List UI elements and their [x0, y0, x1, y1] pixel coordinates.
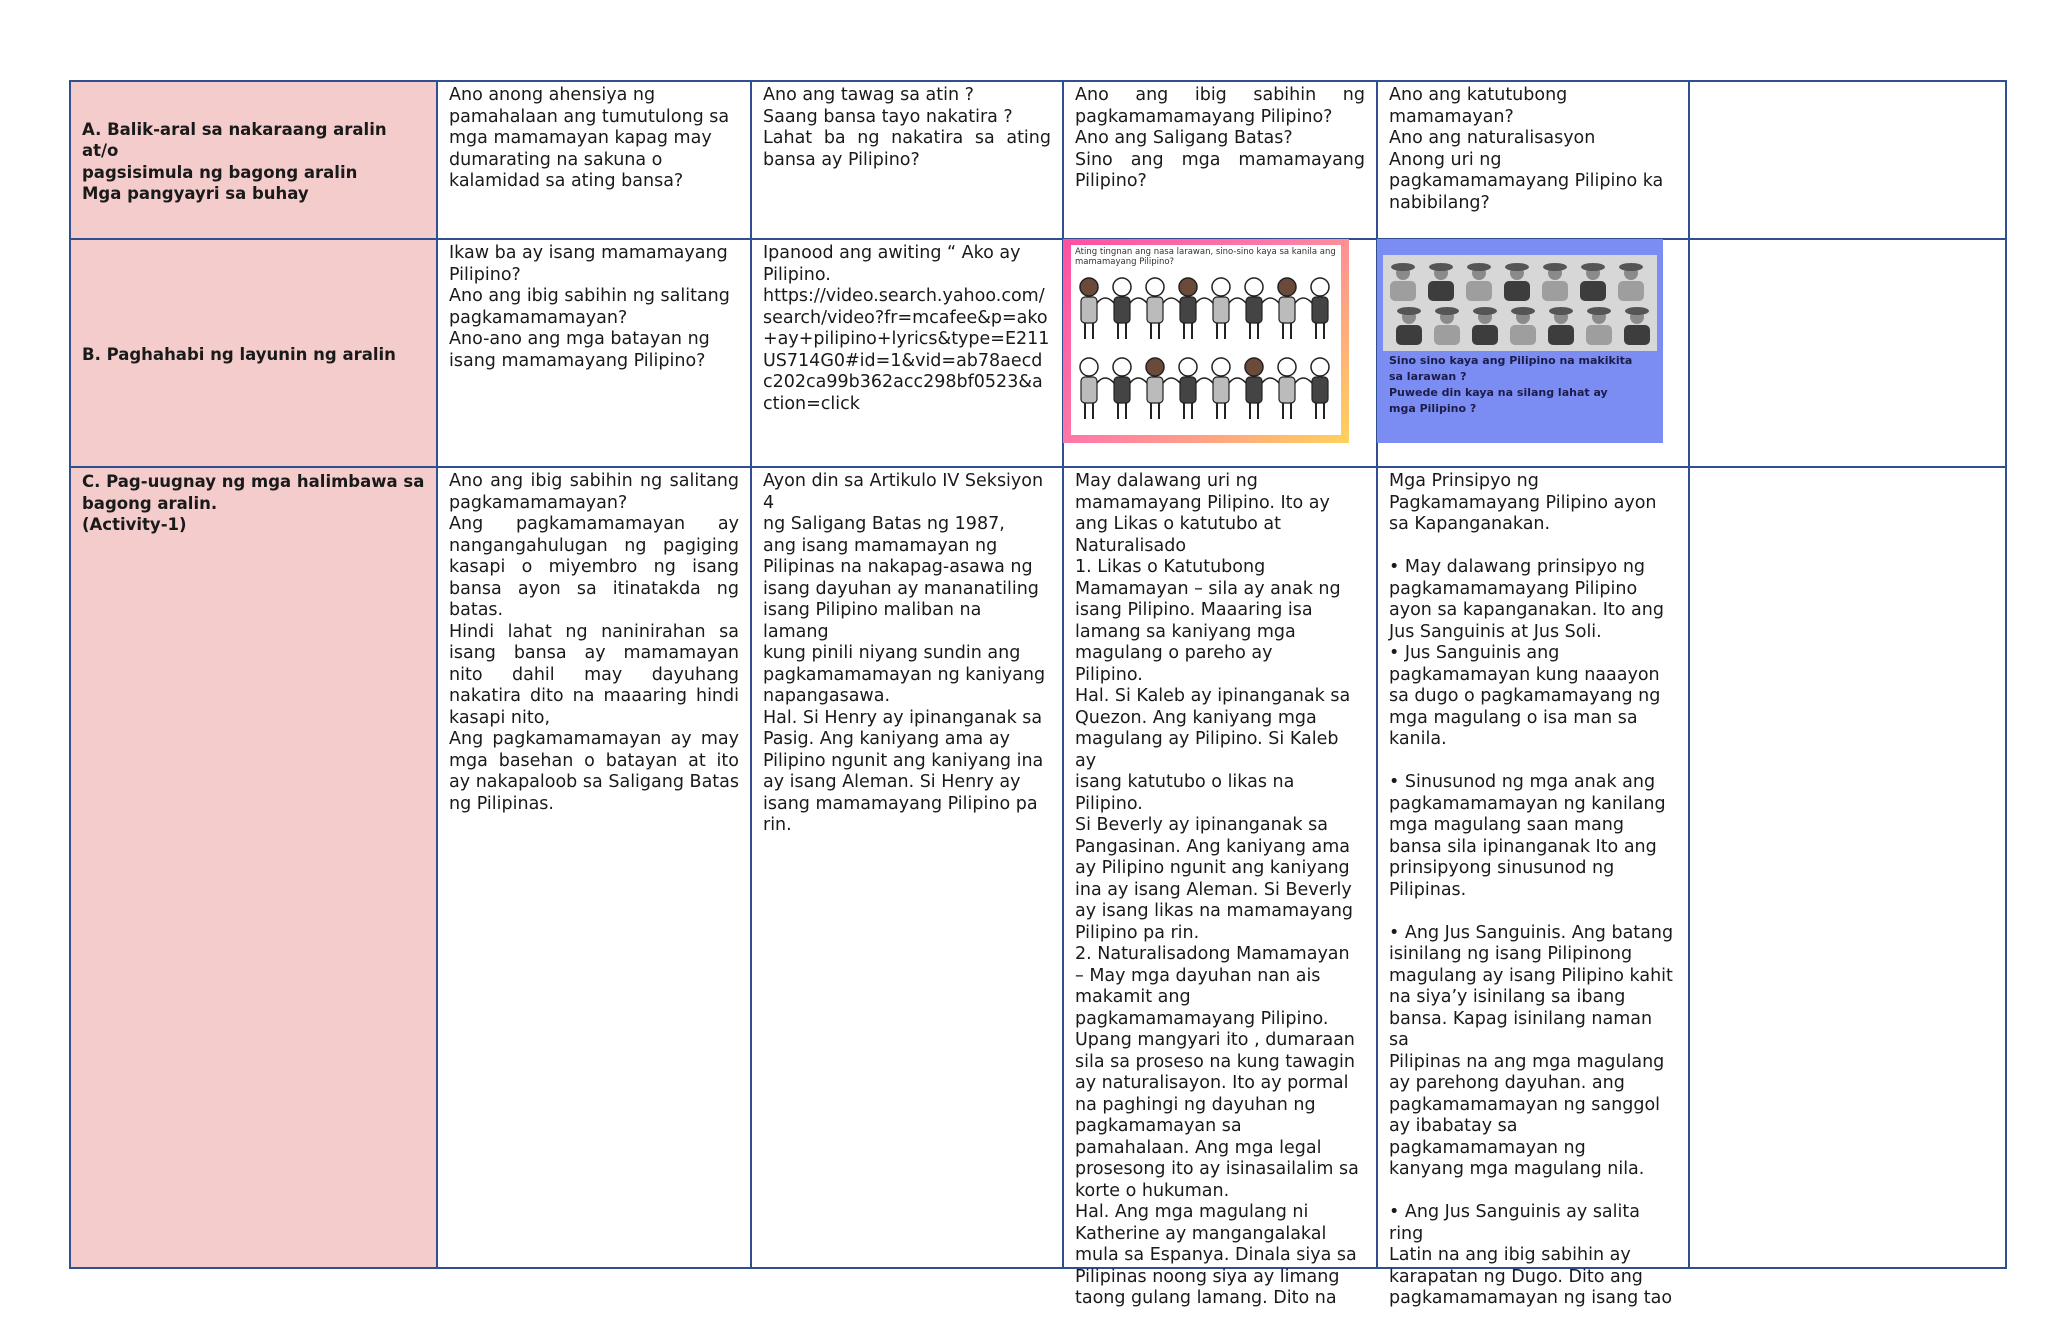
text-line: • Jus Sanguinis ang — [1389, 643, 1560, 663]
text-line: kalamidad sa ating bansa? — [449, 171, 684, 191]
text-line: Hal. Si Kaleb ay ipinanganak sa — [1075, 686, 1351, 706]
text-line: bansa sila ipinanganak Ito ang — [1389, 836, 1657, 857]
child-figure — [1278, 278, 1312, 339]
text-line: napangasawa. — [763, 686, 891, 706]
text-line: mamamayang Pilipino. Ito ay — [1075, 492, 1330, 513]
text-line: – May mga dayuhan nan ais — [1075, 965, 1321, 986]
text-line: ay isang Aleman. Si Henry ay — [763, 772, 1021, 792]
text-line: Jus Sanguinis at Jus Soli. — [1389, 621, 1602, 642]
children-illustration — [1071, 245, 1341, 435]
table-cell — [1063, 467, 1377, 1308]
text-line: dumarating na sakuna o — [449, 149, 663, 170]
child-figure — [1245, 278, 1279, 339]
text-line: pagkamamayan kung naaayon — [1389, 664, 1660, 685]
text-line: Ayon din sa Artikulo IV Seksiyon 4 — [763, 471, 1044, 513]
text-line: sa Kapanganakan. — [1389, 514, 1551, 534]
text-line: Ano ang ibig sabihin ng pagkamamamayang Pilipino? — [1075, 85, 1365, 127]
table-cell — [751, 239, 1063, 467]
text-line: ang Likas o katutubo at — [1075, 514, 1282, 534]
text-line: Pilipinas na ang mga magulang — [1389, 1051, 1665, 1072]
person-figure — [1466, 263, 1492, 301]
children-holding-hands-image — [1063, 239, 1349, 443]
table-cell — [1377, 81, 1689, 239]
text-line: magulang ay isang Pilipino kahit — [1389, 965, 1673, 986]
text-line: Pilipinas na nakapag-asawa ng — [763, 557, 1033, 577]
text-line: ng Saligang Batas ng 1987, — [763, 514, 1005, 534]
text-line: korte o hukuman. — [1075, 1180, 1230, 1201]
text-line: na siya’y isinilang sa ibang — [1389, 987, 1626, 1007]
caption-line: sa larawan ? — [1389, 370, 1467, 383]
text-line: Hal. Ang mga magulang ni — [1075, 1202, 1309, 1222]
caption-line: Sino sino kaya ang Pilipino na makikita — [1389, 354, 1633, 367]
child-figure — [1146, 278, 1180, 339]
child-figure — [1179, 358, 1213, 419]
paragraph: Hindi lahat ng naninirahan sa isang bansa ay mamamayan nito dahil may dayuhang nakatira dito na maaaring hindi kasapi nito, — [449, 621, 739, 728]
text-line: Anong uri ng — [1389, 149, 1502, 170]
people-illustration — [1383, 255, 1657, 351]
text-line: makamit ang — [1075, 987, 1191, 1007]
person-figure — [1504, 263, 1530, 301]
text-line: isang katutubo o likas na Pilipino. — [1075, 772, 1295, 814]
text-line: mula sa Espanya. Dinala siya sa — [1075, 1245, 1357, 1265]
row-label-line: Mga pangyayri sa buhay — [82, 184, 309, 203]
video-instruction: Ipanood ang awiting “ Ako ay Pilipino. — [763, 243, 1021, 285]
text-line: Ano ang katutubong — [1389, 85, 1568, 105]
text-line: isang mamamayang Pilipino pa — [763, 793, 1038, 814]
row-label-line: A. Balik-aral sa nakaraang aralin at/o — [82, 119, 387, 160]
text-line: Latin na ang ibig sabihin ay — [1389, 1245, 1631, 1265]
text-line: pagkamamamayan ng kaniyang — [763, 664, 1046, 685]
text-line: Ano-ano ang mga batayan ng — [449, 329, 710, 349]
text-line: Quezon. Ang kaniyang mga — [1075, 707, 1317, 728]
text-line: ayon sa kapanganakan. Ito ang — [1389, 600, 1664, 620]
text-line: Mamamayan – sila ay anak ng — [1075, 578, 1341, 599]
text-line: Lahat ba ng nakatira sa ating bansa ay Pilipino? — [763, 128, 1051, 170]
text-line: Pasig. Ang kaniyang ama ay — [763, 729, 1010, 749]
table-cell — [437, 81, 751, 239]
child-figure — [1212, 358, 1246, 419]
text-line: pagkamamamayan ng kanilang — [1389, 793, 1666, 814]
text-line: ay parehong dayuhan. ang — [1389, 1073, 1625, 1093]
text-line: 1. Likas o Katutubong — [1075, 557, 1266, 577]
text-line: kanila. — [1389, 729, 1447, 749]
text-line: 2. Naturalisadong Mamamayan — [1075, 944, 1350, 964]
text-line: sa dugo o pagkamamayang ng — [1389, 686, 1661, 706]
row-label-line: pagsisimula ng bagong aralin — [82, 162, 358, 182]
table-cell-empty — [1689, 239, 2006, 467]
text-line: Ikaw ba ay isang mamamayang — [449, 243, 728, 263]
text-line: Pilipinas noong siya ay limang — [1075, 1266, 1340, 1287]
text-line — [1389, 901, 1677, 923]
text-line: Pilipino? — [449, 264, 521, 285]
text-line: mga magulang o isa man sa — [1389, 707, 1638, 728]
text-line: May dalawang uri ng — [1075, 471, 1258, 491]
group-photo — [1383, 255, 1657, 351]
table-cell — [751, 467, 1063, 1268]
table-row-b — [70, 239, 2006, 467]
text-line: Ano ang ibig sabihin ng salitang — [449, 286, 730, 306]
text-line: taong gulang lamang. Dito na — [1075, 1288, 1337, 1308]
text-line — [1389, 1181, 1677, 1203]
text-line: pagkamamamayan ng isang tao — [1389, 1288, 1673, 1308]
table-cell — [437, 239, 751, 467]
child-figure — [1080, 278, 1114, 339]
child-figure — [1245, 358, 1279, 419]
text-line: prinsipyong sinusunod ng — [1389, 858, 1615, 878]
row-label — [70, 81, 437, 239]
caption-line: Puwede din kaya na silang lahat ay — [1389, 386, 1608, 399]
paragraph: Ang pagkamamamayan ay nangangahulugan ng pagiging kasapi o miyembro ng isang bansa ayon sa itinatakda ng batas. — [449, 514, 739, 620]
text-line: • May dalawang prinsipyo ng — [1389, 557, 1646, 577]
text-line: • Sinusunod ng mga anak ang — [1389, 772, 1656, 792]
table-row-a — [70, 81, 2006, 239]
image-caption — [1389, 353, 1653, 417]
text-line: ay isang likas na mamamayang — [1075, 901, 1354, 921]
text-line: Ano ang tawag sa atin ? — [763, 85, 974, 105]
text-line — [1389, 536, 1677, 558]
child-figure — [1080, 358, 1114, 419]
child-figure — [1278, 358, 1312, 419]
table-cell-image — [1377, 239, 1689, 467]
table-cell — [1063, 81, 1377, 239]
table-cell-empty — [1689, 81, 2006, 239]
text-line — [1389, 751, 1677, 773]
text-line: • Ang Jus Sanguinis. Ang batang — [1389, 922, 1674, 943]
child-figure — [1311, 278, 1329, 339]
person-figure — [1580, 263, 1606, 301]
text-line: Pilipino pa rin. — [1075, 922, 1200, 943]
text-line: pamahalaan ang tumutulong sa — [449, 106, 730, 127]
text-line: Ano anong ahensiya ng — [449, 85, 656, 105]
table-cell-empty — [1689, 467, 2006, 1268]
table-cell — [751, 81, 1063, 239]
child-figure — [1311, 358, 1329, 419]
text-line: mga mamamayan kapag may — [449, 128, 712, 148]
text-line: mamamayan? — [1389, 106, 1514, 127]
child-figure — [1179, 278, 1213, 339]
table-cell — [437, 467, 751, 1268]
text-line: Saang bansa tayo nakatira ? — [763, 106, 1013, 127]
text-line: isinilang ng isang Pilipinong — [1389, 944, 1633, 964]
text-line: isang dayuhan ay mananatiling — [763, 578, 1039, 599]
person-figure — [1548, 307, 1574, 345]
paragraph: Ang pagkamamamayan ay may mga basehan o batayan at ito ay nakapaloob sa Saligang Batas ng Pilipinas. — [449, 729, 739, 814]
text-line: isang Pilipino maliban na lamang — [763, 600, 982, 642]
person-figure — [1390, 263, 1416, 301]
text-line: ay naturalisayon. Ito ay pormal — [1075, 1073, 1349, 1093]
child-figure — [1146, 358, 1180, 419]
child-figure — [1212, 278, 1246, 339]
filipino-people-image — [1377, 239, 1663, 443]
text-line: ay ibabatay sa — [1389, 1116, 1518, 1136]
text-line: pagkamamamayang Pilipino. — [1075, 1008, 1329, 1029]
text-line: magulang ay Pilipino. Si Kaleb ay — [1075, 729, 1339, 771]
child-figure — [1113, 358, 1147, 419]
text-line: bansa. Kapag isinilang naman sa — [1389, 1008, 1653, 1050]
person-figure — [1510, 307, 1536, 345]
child-figure — [1113, 278, 1147, 339]
text-line: Pilipino ngunit ang kaniyang ina — [763, 750, 1044, 771]
person-figure — [1586, 307, 1612, 345]
text-line: pagkamamamayang Pilipino ka — [1389, 171, 1664, 191]
text-line: Si Beverly ay ipinanganak sa — [1075, 815, 1328, 835]
text-line: pamahalaan. Ang mga legal — [1075, 1137, 1322, 1158]
text-line: karapatan ng Dugo. Dito ang — [1389, 1266, 1643, 1287]
text-line: Pagkamamayang Pilipino ayon — [1389, 492, 1657, 513]
person-figure — [1542, 263, 1568, 301]
table-row-c — [70, 467, 2006, 1268]
text-line: Pilipino. — [1075, 664, 1143, 685]
text-line: pagkamamamayan ng sanggol — [1389, 1094, 1661, 1115]
text-line: Ano ang Saligang Batas? — [1075, 128, 1293, 148]
text-line: ina ay isang Aleman. Si Beverly — [1075, 879, 1352, 900]
text-line: rin. — [763, 815, 792, 835]
text-line: isang Pilipino. Maaaring isa — [1075, 600, 1313, 620]
text-line: mga magulang saan mang — [1389, 815, 1624, 835]
row-label — [70, 239, 437, 467]
text-line: Mga Prinsipyo ng — [1389, 471, 1539, 491]
lesson-plan-table — [69, 80, 2007, 1308]
text-line: Hal. Si Henry ay ipinanganak sa — [763, 707, 1043, 728]
row-label-line: bagong aralin. — [82, 493, 218, 513]
text-line: Upang mangyari ito , dumaraan — [1075, 1030, 1355, 1050]
text-line: Ano ang naturalisasyon — [1389, 128, 1596, 148]
image-caption: Ating tingnan ang nasa larawan, sino-sino kaya sa kanila ang mamamayang Pilipino? — [1075, 247, 1336, 267]
person-figure — [1428, 263, 1454, 301]
video-link[interactable]: https://video.search.yahoo.com/search/video?fr=mcafee&p=ako+ay+pilipino+lyrics&type=E211US714G0#id=1&vid=ab78aecdc202ca99b362acc298bf0523&action=click — [763, 286, 1050, 414]
text-line: Pilipinas. — [1389, 879, 1467, 900]
row-label — [70, 467, 437, 1268]
text-line: nabibilang? — [1389, 192, 1490, 213]
table-cell-image — [1063, 239, 1377, 467]
text-line: Naturalisado — [1075, 535, 1187, 556]
paragraph: Ano ang ibig sabihin ng salitang pagkamamamayan? — [449, 471, 739, 513]
row-label-line: (Activity-1) — [82, 515, 187, 534]
text-line: isang mamamayang Pilipino? — [449, 350, 706, 371]
text-line: pagkamamamayan ng — [1389, 1137, 1586, 1158]
text-line: ang isang mamamayan ng — [763, 535, 998, 556]
text-line: pagkamamamayan? — [449, 307, 628, 328]
caption-line: mga Pilipino ? — [1389, 402, 1477, 415]
person-figure — [1434, 307, 1460, 345]
person-figure — [1618, 263, 1644, 301]
text-line: magulang o pareho ay — [1075, 643, 1273, 663]
text-line: • Ang Jus Sanguinis ay salita ring — [1389, 1202, 1640, 1244]
text-line: kanyang mga magulang nila. — [1389, 1159, 1645, 1179]
text-line: lamang sa kaniyang mga — [1075, 621, 1296, 642]
text-line: Sino ang mga mamamayang Pilipino? — [1075, 149, 1365, 191]
person-figure — [1472, 307, 1498, 345]
row-label-line: C. Pag-uugnay ng mga halimbawa sa — [82, 472, 425, 491]
text-line: prosesong ito ay isinasailalim sa — [1075, 1159, 1359, 1179]
text-line: na paghingi ng dayuhan ng — [1075, 1094, 1316, 1115]
text-line: Katherine ay mangangalakal — [1075, 1223, 1327, 1244]
row-label-line: B. Paghahabi ng layunin ng aralin — [82, 344, 396, 364]
person-figure — [1396, 307, 1422, 345]
person-figure — [1624, 307, 1650, 345]
text-line: pagkamamamayang Pilipino — [1389, 578, 1638, 599]
table-cell — [1377, 467, 1689, 1308]
text-line: sila sa proseso na kung tawagin — [1075, 1051, 1355, 1072]
text-line: pagkamamayan sa — [1075, 1116, 1242, 1136]
text-line: kung pinili niyang sundin ang — [763, 643, 1021, 663]
text-line: Pangasinan. Ang kaniyang ama — [1075, 836, 1351, 857]
text-line: ay Pilipino ngunit ang kaniyang — [1075, 858, 1350, 878]
